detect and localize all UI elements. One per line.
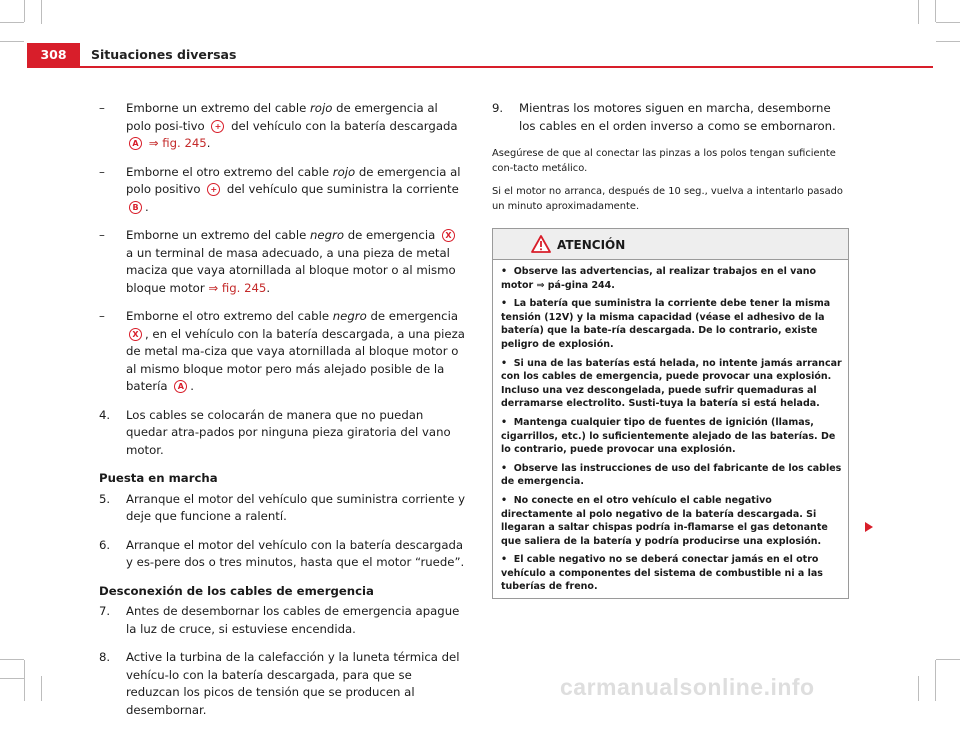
warning-body xyxy=(493,260,848,598)
step-text: Arranque el motor del vehículo que suministra corriente y deje que funcione a ralentí. xyxy=(126,491,466,523)
bullet-dot: • xyxy=(501,266,508,277)
battery-a-badge: A xyxy=(174,380,187,393)
step-number: 8. xyxy=(99,650,111,664)
step-text: Antes de desembornar los cables de emergencia apague la luz de cruce, si estuviese encendida. xyxy=(126,604,460,636)
crop-mark xyxy=(0,678,24,679)
crop-mark xyxy=(0,41,24,42)
continue-arrow-icon xyxy=(864,521,874,533)
step-number: 9. xyxy=(492,101,504,115)
warning-item: • Observe las instrucciones de uso del fabricante de los cables de emergencia. xyxy=(501,462,842,488)
left-column xyxy=(99,100,466,730)
bullet-dash: – xyxy=(99,309,105,323)
crop-mark xyxy=(935,0,936,22)
figure-link[interactable]: ⇒ fig. 245 xyxy=(208,280,267,295)
step-text: Arranque el motor del vehículo con la batería descargada y es-pere dos o tres minutos, hasta que el motor “ruede”. xyxy=(126,537,465,569)
bullet-dot: • xyxy=(501,357,508,369)
numbered-step xyxy=(99,407,466,460)
step-text: Active la turbina de la calefacción y la luneta térmica del vehícu-lo con la batería descargada, para que se reduzcan los picos de tensión que se producen al desembornar. xyxy=(126,650,460,717)
numbered-step xyxy=(99,491,466,526)
crop-mark xyxy=(936,41,960,42)
crop-mark xyxy=(918,676,919,701)
note-retry: Si el motor no arranca, después de 10 seg., vuelva a intentarlo pasado un minuto aproximadamente. xyxy=(492,186,843,212)
crop-mark xyxy=(918,0,919,24)
crop-mark xyxy=(41,676,42,701)
warning-triangle-icon xyxy=(531,235,551,253)
warning-item: • Mantenga cualquier tipo de fuentes de ignición (llamas, cigarrillos, etc.) lo suficientemente alejado de las baterías. De lo contrario, puede provocar una explosión. xyxy=(501,416,836,456)
battery-b-badge: B xyxy=(129,201,142,214)
step-text: Mientras los motores siguen en marcha, desemborne los cables en el orden inverso a como se embornaron. xyxy=(519,101,836,133)
crop-mark xyxy=(41,0,42,24)
warning-item: • La batería que suministra la corriente debe tener la misma tensión (12V) y la misma capacidad (véase el adhesivo de la batería) que la bate-ría descargada. De lo contrario, existe peligro de explosión. xyxy=(501,298,831,350)
bullet-dash: – xyxy=(99,164,105,179)
crop-mark xyxy=(936,659,960,660)
header-rule xyxy=(27,66,933,68)
numbered-step xyxy=(99,537,466,572)
cable-x-badge: X xyxy=(442,229,455,242)
section-title: Situaciones diversas xyxy=(91,47,237,62)
step-number: 6. xyxy=(99,537,111,552)
warning-title: ATENCIÓN xyxy=(557,238,626,252)
battery-a-badge: A xyxy=(129,137,142,150)
step-number: 4. xyxy=(99,407,111,422)
crop-mark xyxy=(0,22,24,23)
instruction-bullet: – Emborne el otro extremo del cable rojo de emergencia al polo positivo + del vehículo que suministra la corriente B . xyxy=(99,164,461,214)
subheading-puesta-en-marcha: Puesta en marcha xyxy=(99,471,218,485)
instruction-bullet: – Emborne el otro extremo del cable negro de emergencia X , en el vehículo con la batería descargada, a una pieza de metal ma-ciza que vaya atornillada al bloque motor o al mismo bloque motor pero más alejado posible de la batería A . xyxy=(99,309,465,393)
warning-item: • No conecte en el otro vehículo el cable negativo directamente al polo negativo de la batería descargada. Si llegaran a saltar chispas podría in-flamarse el gas detonante que saliera de la batería y podría producirse una explosión. xyxy=(501,494,828,547)
crop-mark xyxy=(24,660,25,701)
bullet-dot: • xyxy=(501,462,508,474)
cable-x-badge: X xyxy=(129,328,142,341)
bullet-dot: • xyxy=(501,554,508,566)
instruction-bullet: – Emborne un extremo del cable rojo de emergencia al polo posi-tivo + del vehículo con la batería descargada A ⇒ fig. 245. xyxy=(99,101,458,150)
bullet-dot: • xyxy=(501,298,508,310)
numbered-step xyxy=(99,603,466,638)
warning-item: • Si una de las baterías está helada, no intente jamás arrancar con los cables de emergencia, puede provocar una explosión. Incluso una vez descongelada, puede sufrir quemaduras al derramarse electrolito. Susti-tuya la batería si está helada. xyxy=(501,357,842,410)
crop-mark xyxy=(24,0,25,22)
bullet-dot: • xyxy=(501,494,508,506)
page-number: 308 xyxy=(27,43,80,67)
bullet-dash: – xyxy=(99,101,105,115)
watermark: carmanualsonline.info xyxy=(560,674,815,700)
right-column xyxy=(492,100,849,599)
terminal-plus-badge: + xyxy=(207,183,220,196)
crop-mark xyxy=(0,659,24,660)
note-contact: Asegúrese de que al conectar las pinzas a los polos tengan suficiente con-tacto metálico. xyxy=(492,148,836,174)
instruction-bullet: – Emborne un extremo del cable negro de emergencia X a un terminal de masa adecuado, a una pieza de metal maciza que vaya atornillada al bloque motor o al mismo bloque motor ⇒ fig. 245. xyxy=(99,228,456,295)
numbered-step xyxy=(99,649,466,719)
terminal-plus-badge: + xyxy=(211,120,224,133)
crop-mark xyxy=(936,22,960,23)
crop-mark xyxy=(935,660,936,701)
step-text: Los cables se colocarán de manera que no puedan quedar atra-pados por ninguna pieza giratoria del vano motor. xyxy=(126,407,451,457)
step-number: 5. xyxy=(99,491,111,506)
bullet-dash: – xyxy=(99,228,105,242)
warning-box xyxy=(492,228,849,599)
step-number: 7. xyxy=(99,604,111,618)
warning-item: • El cable negativo no se deberá conectar jamás en el otro vehículo a componentes del sistema de combustible ni a las tuberías de freno. xyxy=(501,554,823,593)
figure-link[interactable]: ⇒ fig. 245 xyxy=(148,136,207,150)
subheading-desconexion: Desconexión de los cables de emergencia xyxy=(99,583,374,598)
warning-header xyxy=(493,229,848,260)
bullet-dot: • xyxy=(501,416,508,428)
warning-item: • Observe las advertencias, al realizar trabajos en el vano motor ⇒ pá-gina 244. xyxy=(501,266,817,291)
numbered-step xyxy=(492,100,849,135)
